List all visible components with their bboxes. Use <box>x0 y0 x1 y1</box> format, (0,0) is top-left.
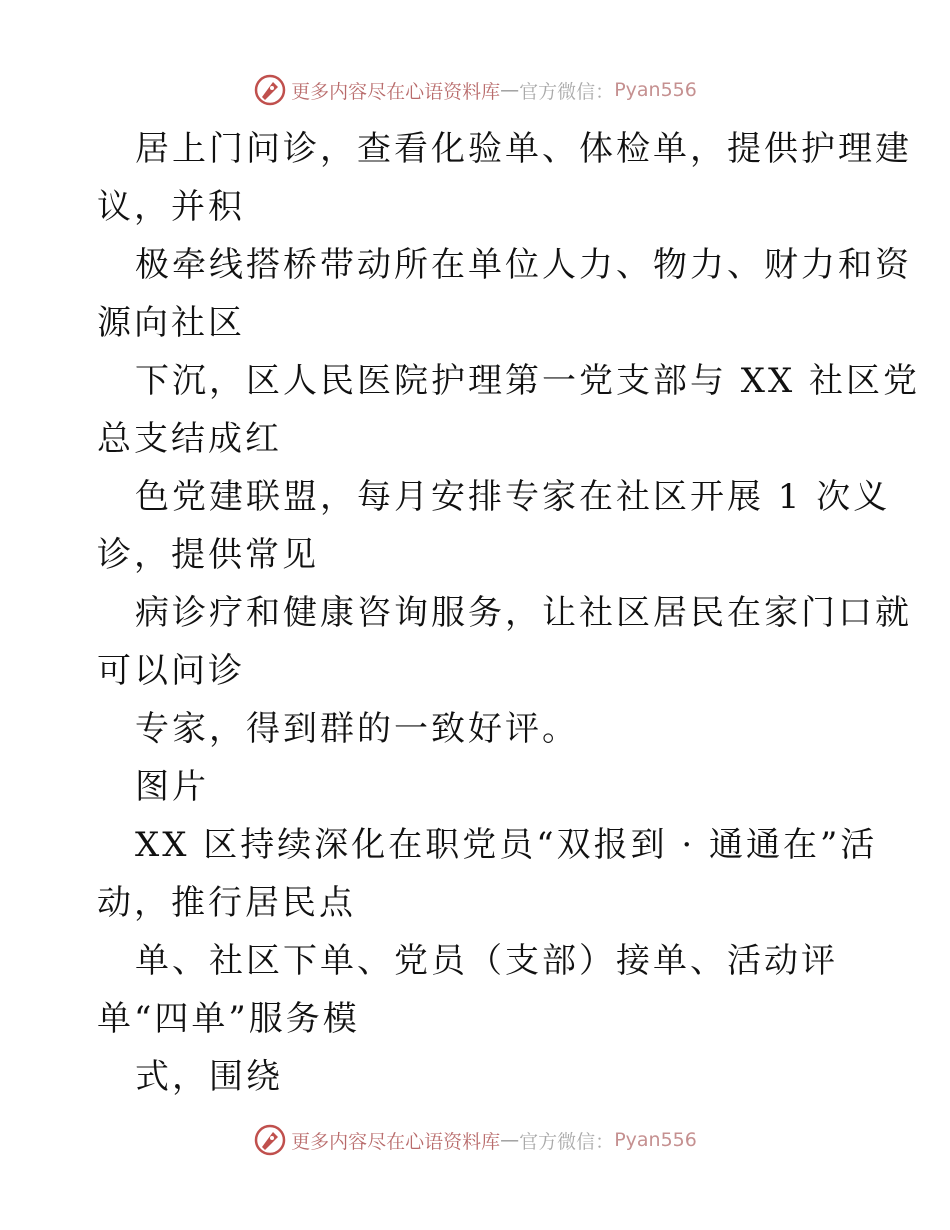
paragraph-line: 诊，提供常见 <box>97 535 319 575</box>
footer-watermark <box>0 1120 950 1160</box>
separator: — <box>500 1129 520 1151</box>
paragraph-line: 图片 <box>135 767 209 807</box>
paragraph <box>97 236 912 352</box>
site-text: 更多内容尽在心语资料库 <box>291 80 501 103</box>
paragraph-line: 单、社区下单、党员（支部）接单、活动评 <box>135 941 838 981</box>
wechat-label: 官方微信： <box>519 1130 615 1153</box>
paragraph-line: 极牵线搭桥带动所在单位人力、物力、财力和资 <box>135 245 912 285</box>
paragraph-line: 单“四单”服务模 <box>97 999 360 1039</box>
wechat-id: Pyan556 <box>614 79 697 101</box>
paragraph <box>97 1048 867 1106</box>
separator: — <box>500 79 520 101</box>
pen-nib-logo-icon <box>253 73 287 107</box>
paragraph <box>97 816 878 932</box>
paragraph-line: 源向社区 <box>97 303 245 343</box>
paragraph-line: 议，并积 <box>97 187 245 227</box>
paragraph-line: 色党建联盟，每月安排专家在社区开展 1 次义 <box>135 477 891 517</box>
paragraph <box>97 758 867 816</box>
paragraph-line: 总支结成红 <box>97 419 282 459</box>
paragraph-line: 动，推行居民点 <box>97 883 356 923</box>
paragraph-line: 病诊疗和健康咨询服务，让社区居民在家门口就 <box>135 593 912 633</box>
paragraph <box>97 352 921 468</box>
paragraph-line: 专家，得到群的一致好评。 <box>135 709 579 749</box>
document-body <box>97 120 921 1106</box>
paragraph <box>97 932 867 1048</box>
header-watermark <box>0 70 950 110</box>
paragraph-line: XX 区持续深化在职党员“双报到 · 通通在”活 <box>135 825 878 865</box>
paragraph-line: 下沉，区人民医院护理第一党支部与 XX 社区党 <box>135 361 921 401</box>
paragraph-line: 居上门问诊，查看化验单、体检单，提供护理建 <box>135 129 912 169</box>
paragraph <box>97 468 891 584</box>
paragraph-line: 可以问诊 <box>97 651 245 691</box>
paragraph-line: 式，围绕 <box>135 1057 283 1097</box>
site-text: 更多内容尽在心语资料库 <box>291 1130 501 1153</box>
pen-nib-logo-icon <box>253 1123 287 1157</box>
paragraph <box>97 584 912 700</box>
wechat-id: Pyan556 <box>614 1129 697 1151</box>
wechat-label: 官方微信： <box>519 80 615 103</box>
paragraph <box>97 700 867 758</box>
paragraph <box>97 120 912 236</box>
